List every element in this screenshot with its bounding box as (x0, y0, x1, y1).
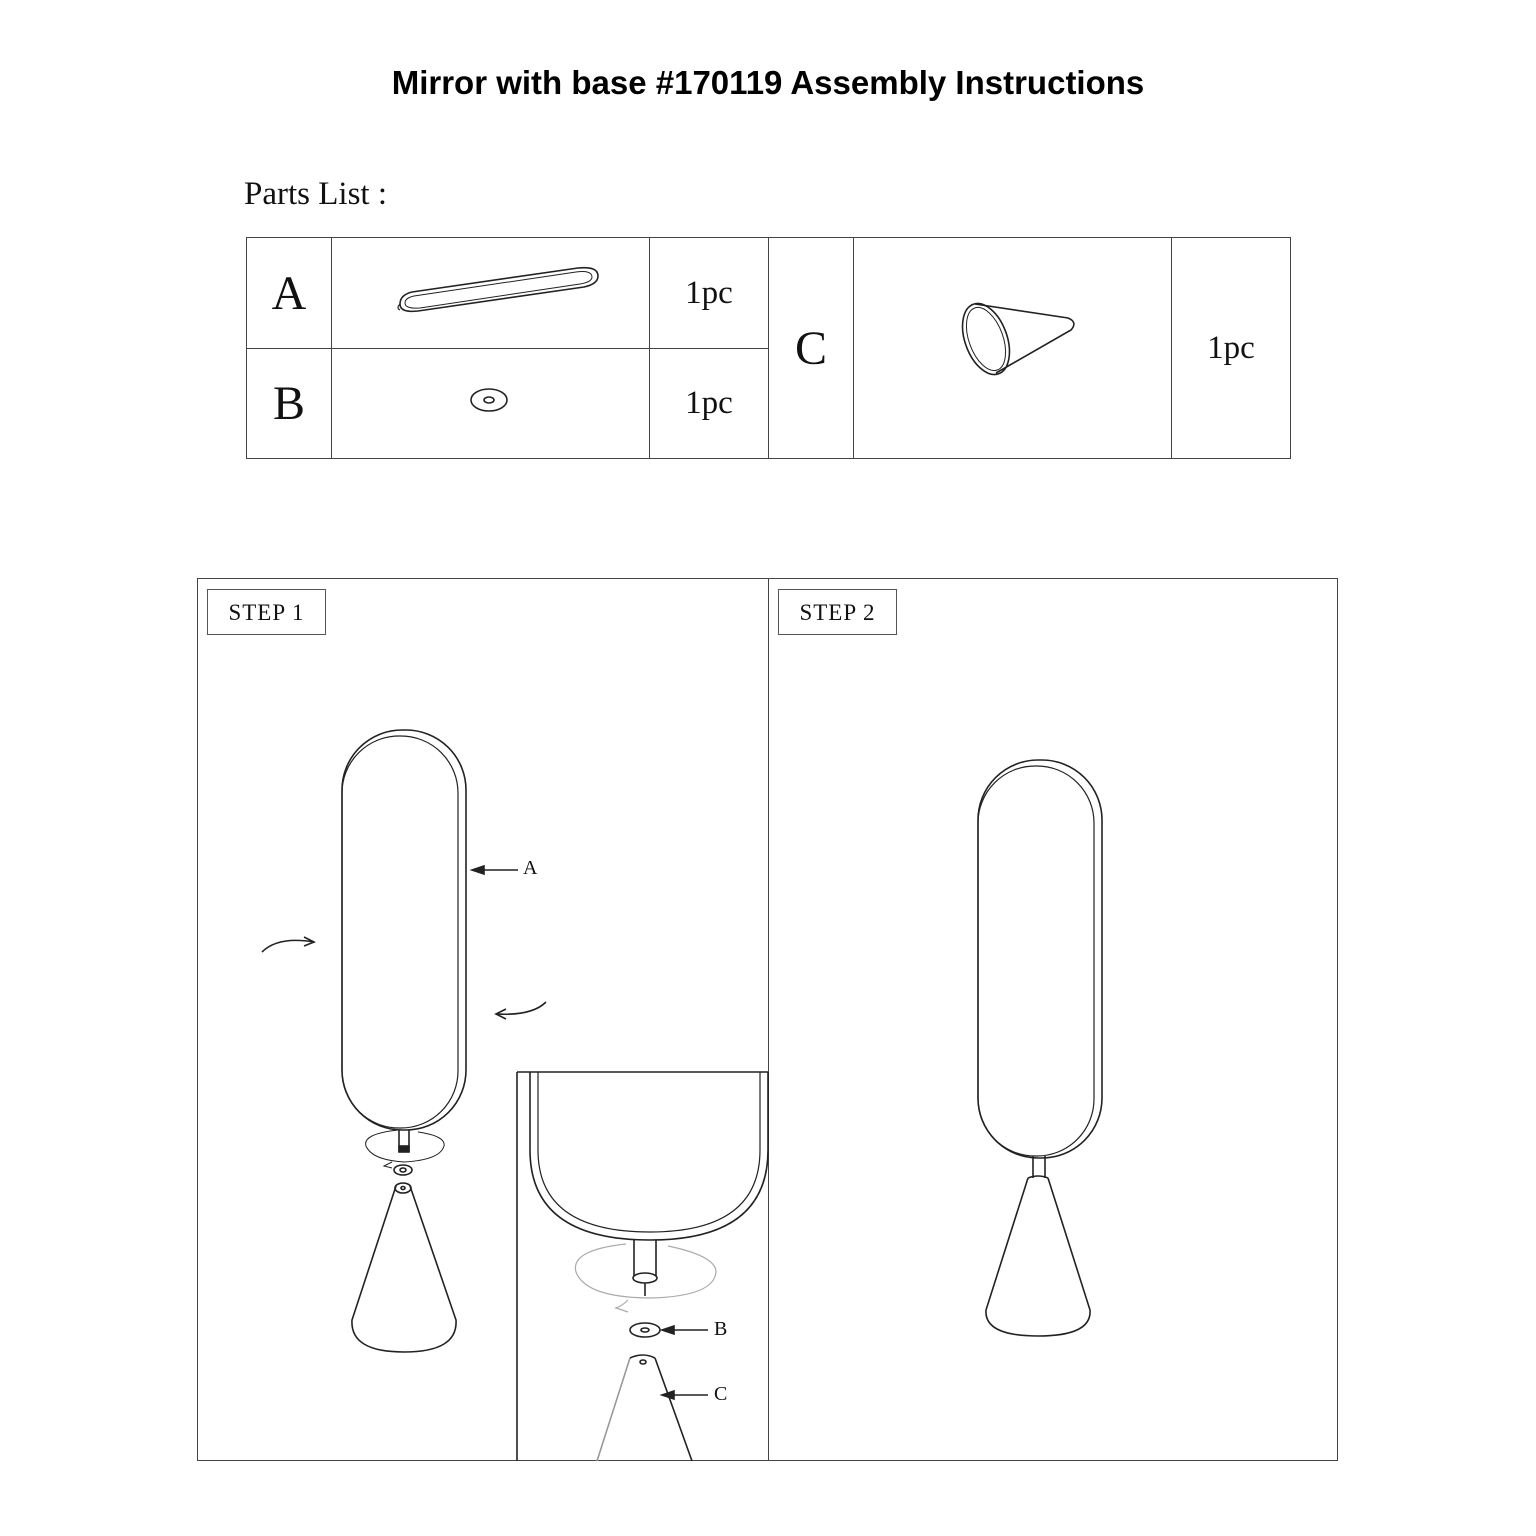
step-2-label: STEP 2 (778, 589, 897, 635)
part-a-letter: A (247, 238, 332, 349)
oval-mirror-panel-icon (398, 268, 598, 312)
rotation-arrows-icon (262, 937, 546, 1019)
callout-b-label: B (714, 1318, 728, 1340)
step-1-label: STEP 1 (207, 589, 326, 635)
part-c-letter: C (769, 238, 854, 459)
step-1-mirror-drawing (342, 730, 466, 1352)
parts-list-heading: Parts List : (244, 176, 388, 212)
step-1-detail-inset (517, 1072, 768, 1461)
part-b-letter: B (247, 349, 332, 459)
washer-icon (471, 389, 507, 411)
callout-a-label: A (523, 857, 538, 879)
part-b-qty: 1pc (650, 349, 769, 459)
callout-a-arrow (472, 866, 518, 874)
part-c-qty: 1pc (1172, 238, 1291, 459)
part-a-qty: 1pc (650, 238, 769, 349)
callout-c-label: C (714, 1383, 728, 1405)
step-2-assembled-drawing (978, 760, 1102, 1336)
cone-base-icon (954, 297, 1074, 381)
document-title: Mirror with base #170119 Assembly Instructions (391, 64, 1145, 101)
